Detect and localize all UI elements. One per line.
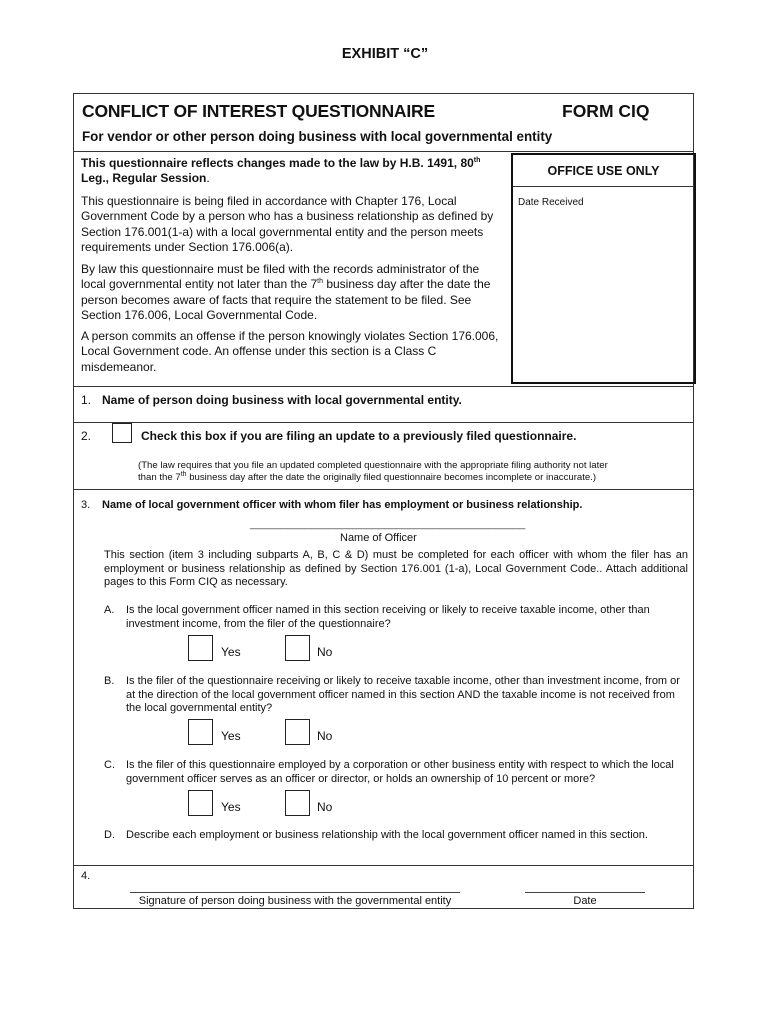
question-b-no-label: No bbox=[317, 729, 333, 743]
form-subtitle: For vendor or other person doing business with local governmental entity bbox=[82, 129, 553, 144]
signature-caption: Signature of person doing business with the governmental entity bbox=[138, 895, 452, 907]
question-b-yes-checkbox[interactable] bbox=[188, 719, 213, 745]
question-a-no-label: No bbox=[317, 645, 333, 659]
question-c-no-checkbox[interactable] bbox=[285, 790, 310, 816]
office-use-box bbox=[511, 153, 696, 384]
question-d-text: Describe each employment or business relationship with the local government officer named in this section. bbox=[126, 829, 648, 841]
divider-subtitle bbox=[73, 151, 694, 152]
intro-paragraph-1: This questionnaire reflects changes made to the law by H.B. 1491, 80th Leg., Regular Session. bbox=[81, 156, 481, 186]
section1-number: 1. bbox=[81, 393, 92, 407]
question-a-no-checkbox[interactable] bbox=[285, 635, 310, 661]
signature-line[interactable] bbox=[130, 892, 460, 893]
question-b-no-checkbox[interactable] bbox=[285, 719, 310, 745]
question-c-yes-checkbox[interactable] bbox=[188, 790, 213, 816]
form-id: FORM CIQ bbox=[562, 101, 650, 121]
office-use-heading: OFFICE USE ONLY bbox=[513, 155, 694, 187]
divider-section4 bbox=[73, 865, 694, 866]
question-a-yes-label: Yes bbox=[221, 645, 241, 659]
divider-section1 bbox=[73, 386, 694, 387]
question-a-yes-checkbox[interactable] bbox=[188, 635, 213, 661]
question-c-no-label: No bbox=[317, 800, 333, 814]
section2-number: 2. bbox=[81, 429, 92, 443]
question-c-text: Is the filer of this questionnaire employed by a corporation or other business entity with respect to which the local government officer serves as an officer or director, or holds an ownership of 10 percent or more? bbox=[126, 759, 674, 785]
question-b-letter: B. bbox=[104, 675, 115, 687]
date-line[interactable] bbox=[525, 892, 645, 893]
question-a-text: Is the local government officer named in this section receiving or likely to receive taxable income, other than investment income, from the filer of the questionnaire? bbox=[126, 604, 650, 630]
question-c-letter: C. bbox=[104, 759, 115, 771]
intro-paragraph-2: This questionnaire is being filed in accordance with Chapter 176, Local Government Code by a person who has a business relationship as defined by Section 176.001(1-a) with a local governmental entity and the person meets requirements under Section 176.006(a). bbox=[81, 194, 494, 254]
form-title: CONFLICT OF INTEREST QUESTIONNAIRE bbox=[82, 101, 435, 121]
intro-paragraph-3: By law this questionnaire must be filed with the records administrator of the local governmental entity not later than the 7th business day after the date the person becomes aware of facts that require the statement to be filed. See Section 176.006, Local Governmental Code. bbox=[81, 262, 491, 322]
question-a-letter: A. bbox=[104, 604, 115, 616]
section3-instructions: This section (item 3 including subparts A, B, C & D) must be completed for each officer with whom the filer has an employment or business relationship as defined by Section 176.001 (1-a), Local Government Code.. Attach additional pages to this Form CIQ as necessary. bbox=[104, 549, 688, 588]
section3-label: Name of local government officer with whom filer has employment or business relationship. bbox=[102, 499, 583, 511]
question-b-yes-label: Yes bbox=[221, 729, 241, 743]
exhibit-title: EXHIBIT “C” bbox=[341, 46, 429, 62]
section1-label: Name of person doing business with local governmental entity. bbox=[102, 393, 462, 407]
question-c-yes-label: Yes bbox=[221, 800, 241, 814]
divider-section3 bbox=[73, 489, 694, 490]
question-b-text: Is the filer of the questionnaire receiving or likely to receive taxable income, other than investment income, from or at the direction of the local government officer named in this section AND the taxable income is not received from the local governmental entity? bbox=[126, 675, 680, 714]
date-received-label: Date Received bbox=[518, 197, 584, 208]
date-caption: Date bbox=[573, 895, 597, 907]
section4-number: 4. bbox=[81, 870, 91, 882]
divider-section2 bbox=[73, 422, 694, 423]
question-d-letter: D. bbox=[104, 829, 115, 841]
officer-name-line[interactable]: _____________________________________________ bbox=[250, 518, 526, 530]
officer-name-caption: Name of Officer bbox=[340, 532, 417, 544]
update-checkbox[interactable] bbox=[112, 423, 132, 443]
section2-note: (The law requires that you file an updated completed questionnaire with the appropriate filing authority not later than the 7th business day after the date the originally filed questionnaire becomes incomplete or inaccurate.) bbox=[138, 460, 608, 483]
intro-paragraph-4: A person commits an offense if the person knowingly violates Section 176.006, Local Government code. An offense under this section is a Class C misdemeanor. bbox=[81, 329, 499, 374]
section3-number: 3. bbox=[81, 499, 91, 511]
section2-label: Check this box if you are filing an update to a previously filed questionnaire. bbox=[141, 429, 577, 443]
